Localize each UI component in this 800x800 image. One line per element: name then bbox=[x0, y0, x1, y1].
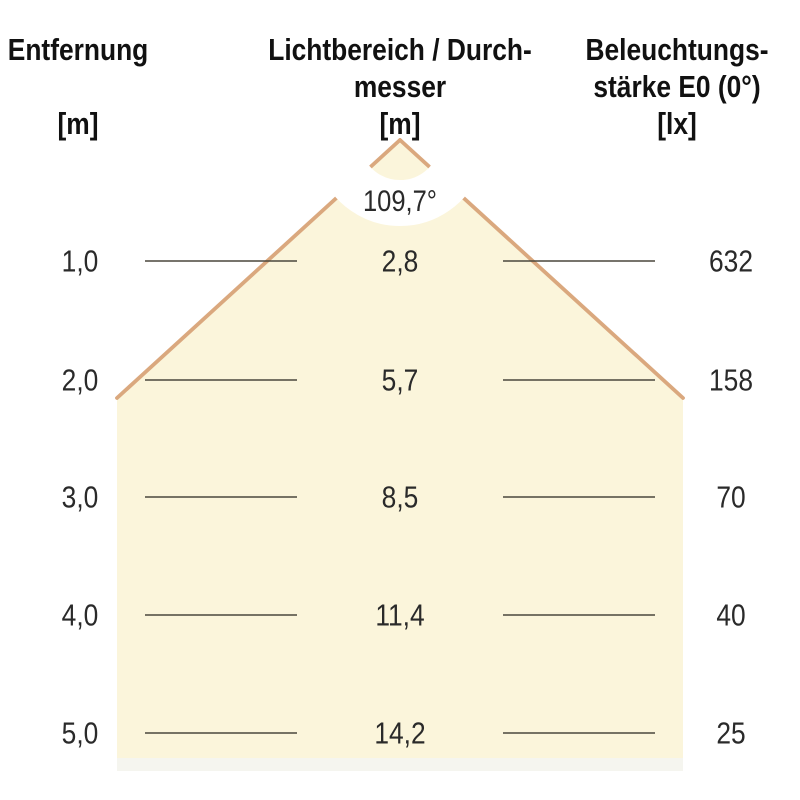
diameter-value-row3: 8,5 bbox=[381, 479, 419, 515]
illuminance-value-row4: 40 bbox=[716, 597, 746, 633]
distance-value-row1: 1,0 bbox=[61, 243, 99, 279]
header-illuminance-unit: [lx] bbox=[657, 106, 697, 141]
header-illuminance-line2: stärke E0 (0°) bbox=[593, 69, 761, 104]
illuminance-value-row5: 25 bbox=[716, 715, 746, 751]
illuminance-value-row1: 632 bbox=[709, 243, 753, 279]
distance-value-row4: 4,0 bbox=[61, 597, 99, 633]
illuminance-value-row2: 158 bbox=[709, 362, 753, 398]
distance-value-row2: 2,0 bbox=[61, 362, 99, 398]
diameter-value-row5: 14,2 bbox=[374, 715, 426, 751]
header-distance-line2 bbox=[8, 68, 149, 105]
header-illuminance bbox=[585, 31, 768, 142]
cone-bottom-shadow bbox=[117, 758, 683, 771]
header-distance-unit: [m] bbox=[57, 106, 99, 141]
light-cone-shape bbox=[117, 140, 683, 758]
header-distance-line1: Entfernung bbox=[7, 32, 149, 67]
distance-value-row3: 3,0 bbox=[61, 479, 99, 515]
header-distance bbox=[8, 31, 149, 142]
diameter-value-row1: 2,8 bbox=[381, 243, 419, 279]
distance-value-row5: 5,0 bbox=[61, 715, 99, 751]
header-diameter-line2: messer bbox=[353, 69, 447, 104]
diameter-value-row2: 5,7 bbox=[381, 362, 419, 398]
header-diameter-unit: [m] bbox=[379, 106, 421, 141]
beam-angle-label: 109,7° bbox=[362, 185, 438, 218]
illuminance-value-row3: 70 bbox=[716, 479, 746, 515]
diameter-value-row4: 11,4 bbox=[375, 597, 425, 633]
header-illuminance-line1: Beleuchtungs- bbox=[585, 32, 769, 67]
header-diameter bbox=[268, 31, 532, 142]
header-diameter-line1: Lichtbereich / Durch- bbox=[268, 32, 532, 67]
